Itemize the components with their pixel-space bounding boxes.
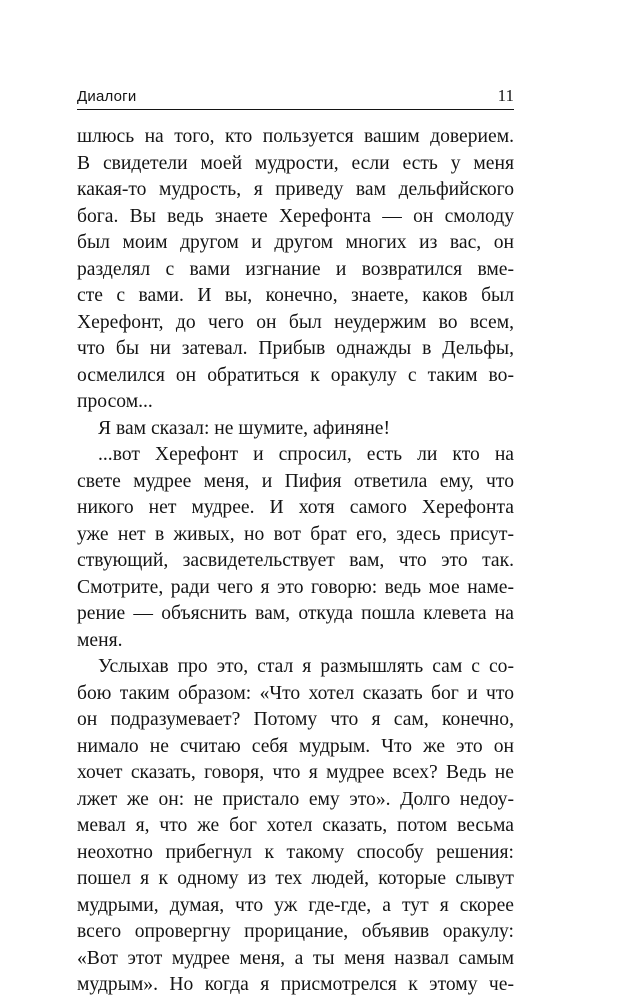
text-line: В свидетели моей мудрости, если есть у меня: [77, 152, 514, 174]
text-line: шлюсь на того, кто пользуется вашим доверием.: [77, 126, 514, 147]
text-line: уже нет в живых, но вот брат его, здесь присут-: [77, 523, 514, 545]
text-line: никого нет мудрее. И хотя самого Херефонта: [77, 497, 514, 518]
running-title: Диалоги: [77, 88, 137, 105]
text-line: ствующий, засвидетельствует вам, что это так.: [77, 550, 514, 571]
text-line: какая-то мудрость, я приведу вам дельфийского: [77, 179, 514, 200]
text-line: всего опровергну прорицание, объявив оракулу:: [77, 921, 514, 942]
text-line: был моим другом и другом многих из вас, он: [77, 232, 514, 253]
text-line: пошел я к одному из тех людей, которые слывут: [77, 868, 514, 889]
text-line: просом...: [77, 391, 153, 412]
text-line: разделял с вами изгнание и возвратился вме-: [77, 258, 514, 280]
text-line: что бы ни затевал. Прибыв однажды в Дельфы,: [77, 338, 514, 359]
text-line: Услыхав про это, стал я размышлять сам с со-: [98, 656, 514, 677]
text-line: свете мудрее меня, и Пифия ответила ему, что: [77, 470, 514, 492]
text-line: мевал я, что же бог хотел сказать, потом весьма: [77, 815, 514, 836]
text-line: мудрыми, думая, что уж где-где, а тут я скорее: [77, 894, 514, 916]
text-line: бою таким образом: «Что хотел сказать бог и что: [77, 682, 514, 704]
text-line: Смотрите, ради чего я это говорю: ведь мое наме-: [77, 576, 514, 598]
paragraph: [77, 416, 514, 443]
text-line: нимало не считаю себя мудрым. Что же это он: [77, 735, 514, 757]
body-text: [77, 124, 514, 999]
text-line: он подразумевает? Потому что я сам, конечно,: [77, 709, 514, 730]
header-rule: [77, 109, 514, 110]
text-line: бога. Вы ведь знаете Херефонта — он смолоду: [77, 205, 514, 227]
text-line: ...вот Херефонт и спросил, есть ли кто на: [98, 444, 514, 465]
paragraph: [77, 654, 514, 999]
text-line: лжет же он: не пристало ему это». Долго недоу-: [77, 788, 514, 810]
text-line: рение — объяснить вам, откуда пошла клевета на: [77, 603, 514, 624]
paragraph: [77, 442, 514, 654]
page-number: 11: [497, 86, 514, 105]
text-line: осмелился он обратиться к оракулу с таким во-: [77, 364, 514, 386]
page-header: [77, 82, 514, 110]
text-line: «Вот этот мудрее меня, а ты меня назвал самым: [77, 947, 514, 969]
text-line: Херефонт, до чего он был неудержим во всем,: [77, 311, 514, 333]
text-line: мудрым». Но когда я присмотрелся к этому че-: [77, 974, 514, 995]
text-line: хочет сказать, говоря, что я мудрее всех? Ведь не: [77, 762, 514, 783]
text-line: Я вам сказал: не шумите, афиняне!: [98, 417, 391, 439]
text-line: меня.: [77, 629, 123, 651]
text-line: сте с вами. И вы, конечно, знаете, каков был: [77, 285, 514, 306]
paragraph: [77, 124, 514, 416]
text-line: неохотно прибегнул к такому способу решения:: [77, 841, 514, 863]
